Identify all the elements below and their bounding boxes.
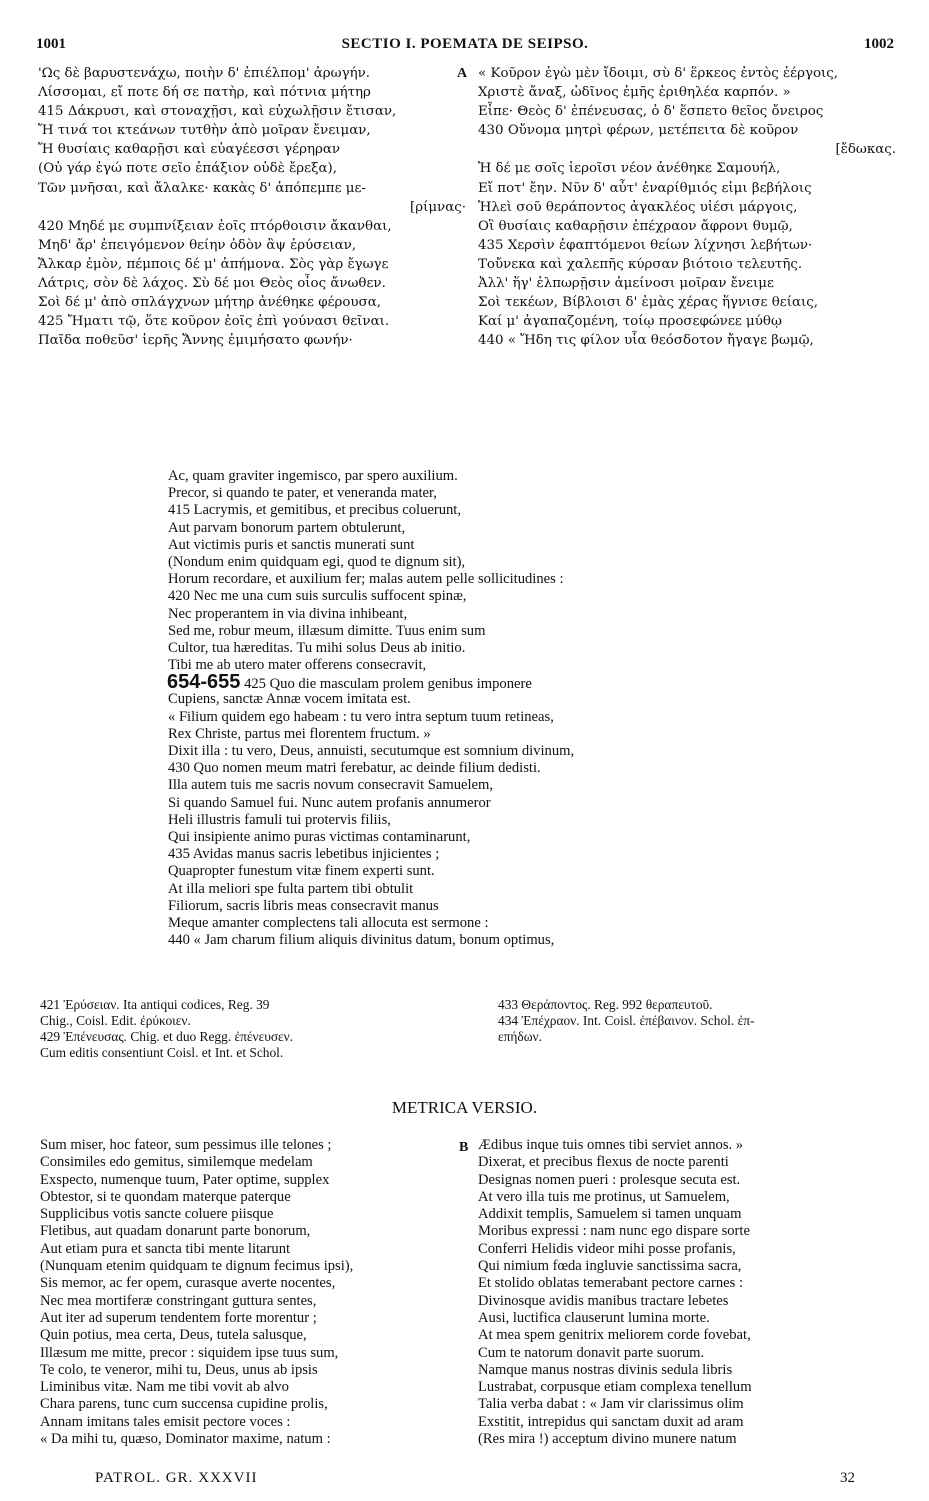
verse-line: Quin potius, mea certa, Deus, tutela salusque, [40,1327,307,1344]
verse-line: Designas nomen pueri : prolesque secuta est. [478,1171,741,1188]
greek-line: Τοὔνεκα καὶ χαλεπῆς κύρσαν βιότοιο τελευτῆς. [478,256,803,272]
latin-line: (Nondum enim quidquam egi, quod te dignum sit), [168,553,466,570]
footnote-line: 434 Ἐπέχραον. Int. Coisl. ἐπέβαινον. Schol. ἐπ- [498,1013,755,1028]
metrical-version-left [40,1137,460,1448]
greek-line: Εἴ ποτ' ἔην. Νῦν δ' αὖτ' ἐναρίθμιός εἰμι βεβήλοις [478,180,812,196]
greek-line: (Οὐ γάρ ἐγώ ποτε σεῖο ἐπάξιον οὐδὲ ἔρεξα), [38,161,337,177]
greek-line: Ἄλκαρ ἐμὸν, πέμποις δέ μ' ἀπήμονα. Σὸς γὰρ ἔγωγε [38,256,389,272]
verse-line: Cum te natorum donavit parte suorum. [478,1344,705,1361]
verse-line: Illæsum me mitte, precor : siquidem ipse tuus sum, [40,1344,339,1361]
latin-line: 420 Nec me una cum suis surculis suffocent spinæ, [168,588,467,605]
footnote-line: 421 Ἐρύσειαν. Ita antiqui codices, Reg. 39 [40,997,270,1012]
metrical-version-right [478,1137,898,1448]
latin-line: Aut victimis puris et sanctis munerati sunt [168,536,415,553]
footnote-line: επήδων. [498,1029,542,1044]
greek-line: « Κοῦρον ἐγὼ μὲν ἴδοιμι, σὺ δ' ἕρκεος ἐντὸς ἐέργοις, [478,66,839,81]
verse-line: Consimiles edo gemitus, similemque medelam [40,1154,313,1171]
greek-line: Οἳ θυσίαις καθαρῇσιν ἐπέχραον ἄφρονι θυμῷ, [478,218,793,234]
greek-line: Καί μ' ἀγαπαζομένη, τοίῳ προσεφώνεε μύθῳ [478,314,782,330]
footnotes-left [40,997,460,1061]
latin-line [167,671,768,694]
verse-line: Addixit templis, Samuelem si tamen unquam [478,1206,742,1223]
latin-line: Rex Christe, partus mei florentem fructum. » [168,725,431,742]
greek-line: 'Ως δὲ βαρυστενάχω, ποιὴν δ' ἐπιέλπομ' ἀρωγήν. [38,66,371,81]
verse-line: Aut etiam pura et sancta tibi mente litarunt [40,1240,291,1257]
verse-line: Liminibus vitæ. Nam me tibi vovit ab alvo [40,1379,289,1396]
latin-line: 435 Avidas manus sacris lebetibus injicientes ; [168,846,440,863]
verse-line: Chara parens, tunc cum succensa cupidine prolis, [40,1396,328,1413]
verse-line: At vero illa tuis me protinus, ut Samuelem, [478,1188,730,1205]
latin-line: Cupiens, sanctæ Annæ vocem imitata est. [168,691,411,708]
latin-line: 415 Lacrymis, et gemitibus, et precibus coluerunt, [168,502,462,519]
greek-line: Ἠλεὶ σοῦ θεράποντος ἀγακλέος υἱέσι μάργοις, [478,199,798,215]
metrica-versio-heading: METRICA VERSIO. [391,1098,538,1117]
verse-line: Ausi, luctifica clauserunt lumina morte. [478,1309,710,1326]
latin-line: Precor, si quando te pater, et veneranda mater, [168,485,437,502]
greek-line: [ρίμνας· [410,199,466,215]
greek-text-right-column [478,64,908,350]
verse-line: Fletibus, aut quadam donarunt parte bonorum, [40,1223,311,1240]
greek-line: 435 Χερσὶν ἐφαπτόμενοι θείων λίχνησι λεβήτων· [478,237,813,253]
footnote-line: Chig., Coisl. Edit. ἐρύκοιεν. [40,1013,191,1028]
latin-line: Tibi me ab utero mater offerens consecravit, [168,657,427,674]
verse-line: Sum miser, hoc fateor, sum pessimus ille telones ; [40,1137,332,1153]
latin-line: Meque amanter complectens tali allocuta est sermone : [168,914,489,931]
running-title: SECTIO I. POEMATA DE SEIPSO. [341,36,589,52]
latin-line: Quapropter funestum vitæ finem experti sunt. [168,863,435,880]
verse-line: Exstitit, intrepidus qui sanctam duxit ad aram [478,1413,744,1430]
latin-line: 430 Quo nomen meum matri ferebatur, ac deinde filium dedisti. [168,760,541,777]
greek-line: 415 Δάκρυσι, καὶ στοναχῇσι, καὶ εὐχωλῇσιν ἔτισαν, [38,104,397,120]
verse-line: Qui nimium fœda ingluvie sanctissima sacra, [478,1258,742,1275]
greek-line: Χριστὲ ἄναξ, ὠδῖνος ἐμῆς ἐριθηλέα καρπόν. » [478,85,791,101]
verse-line: Divinosque avidis manibus tractare lebetes [478,1292,729,1309]
greek-text-left-column [38,64,478,350]
verse-line: Te colo, te veneror, mihi tu, Deus, unus ab ipsis [40,1361,318,1378]
page-footer [95,1470,855,1490]
verse-line: At mea spem genitrix meliorem corde fovebat, [478,1327,751,1344]
verse-line: Obtestor, si te quondam materque paterque [40,1188,291,1205]
verse-line: (Nunquam etenim quidquam te dignum fecimus ipsi), [40,1258,354,1275]
verse-line: Namque manus nostras divinis sedula libris [478,1361,733,1378]
verse-line: Supplicibus votis sancte coluere piisque [40,1206,274,1223]
verse-line: Aut iter ad superum tendentem forte morentur ; [40,1309,317,1326]
latin-line: Horum recordare, et auxilium fer; malas autem pelle sollicitudines : [168,571,564,588]
greek-line: Ἤ θυσίαις καθαρῇσι καὶ εὐαγέεσσι γέρηραν [38,142,341,158]
column-number: 654-655 [167,671,241,694]
verse-line: Annam imitans tales emisit pectore voces : [40,1413,291,1430]
footnote-line: Cum editis consentiunt Coisl. et Int. et Schol. [40,1045,284,1060]
greek-line: Εἶπε· Θεὸς δ' ἐπένευσας, ὁ δ' ἕσπετο θεῖος ὄνειρος [478,104,824,120]
latin-line: Heli illustris famuli tui protervis filiis, [168,811,391,828]
greek-line: Μηδ' ἄρ' ἐπειγόμενον θείην ὁδὸν ἂψ ἐρύσειαν, [38,237,357,253]
verse-line: Nec mea mortiferæ constringant guttura sentes, [40,1292,317,1309]
verse-line: Sis memor, ac fer opem, curasque averte nocentes, [40,1275,336,1292]
verse-line: Et stolido oblatas temerabant pectore carnes : [478,1275,744,1292]
footnote-line: 429 Ἐπένευσας. Chig. et duo Regg. ἐπένευσεν. [40,1029,294,1044]
footer-volume: PATROL. GR. XXXVII [95,1470,258,1486]
greek-line: Λάτρις, σὸν δὲ λάχος. Σὺ δέ μοι Θεὸς οἶος ἄνωθεν. [38,276,386,292]
latin-line: Si quando Samuel fui. Nunc autem profanis annumeror [168,794,491,811]
greek-line: [ἔδωκας. [835,142,896,158]
latin-line: « Filium quidem ego habeam : tu vero intra septum tuum retineas, [168,708,554,725]
latin-line: At illa meliori spe fulta partem tibi obtulit [168,880,414,897]
verse-line: Conferri Helidis videor mihi posse profanis, [478,1240,736,1257]
verse-line: Lustrabat, corpusque etiam complexa tenellum [478,1379,752,1396]
latin-line: Ac, quam graviter ingemisco, par spero auxilium. [168,468,458,484]
footnote-line: 433 Θεράποντος. Reg. 992 θεραπευτοῦ. [498,997,713,1012]
verse-line: (Res mira !) acceptum divino munere natum [478,1431,737,1448]
latin-line: Cultor, tua hæreditas. Tu mihi solus Deus ab initio. [168,639,466,656]
footnotes-right [498,997,898,1045]
greek-line: Παῖδα ποθεῦσ' ἱερῆς Ἄννης ἐμιμήσατο φωνήν· [38,333,353,349]
latin-line: Filiorum, sacris libris meas consecravit manus [168,897,439,914]
latin-line: Nec properantem in via divina inhibeant, [168,605,408,622]
greek-line: Σοὶ δέ μ' ἀπὸ σπλάγχνων μήτηρ ἀνέθηκε φέρουσα, [38,295,382,311]
greek-line: Τῶν μνῆσαι, καὶ ἄλαλκε· κακὰς δ' ἀπόπεμπε με- [38,180,366,196]
latin-line: Qui insipiente animo puras victimas contaminarunt, [168,828,471,845]
verse-line: Exspecto, numenque tuum, Pater optime, supplex [40,1171,330,1188]
page-header [36,36,894,58]
latin-line: Aut parvam bonorum partem obtulerunt, [168,519,406,536]
greek-line: Λίσσομαι, εἴ ποτε δή σε πατὴρ, καὶ πότνια μήτηρ [38,85,371,101]
latin-line: 440 « Jam charum filium aliquis divinitus datum, bonum optimus, [168,932,555,949]
verse-line: « Da mihi tu, quæso, Dominator maxime, natum : [40,1431,331,1448]
footer-signature: 32 [840,1470,855,1486]
latin-translation [168,468,768,949]
greek-line: Σοὶ τεκέων, Βίβλοισι δ' ἐμὰς χέρας ἥγνισε θείαις, [478,295,818,311]
right-page-number: 1002 [864,36,894,52]
left-page-number: 1001 [36,36,66,52]
greek-line: 425 Ἤματι τῷ, ὅτε κοῦρον ἑοῖς ἐπὶ γούνασι θεῖναι. [38,314,390,330]
greek-line: 430 Οὔνομα μητρὶ φέρων, μετέπειτα δὲ κοῦρον [478,123,799,139]
latin-line: Illa autem tuis me sacris novum consecravit Samuelem, [168,777,494,794]
greek-line: 440 « Ἤδη τις φίλον υἷα θεόσδοτον ἤγαγε βωμῷ, [478,333,814,349]
verse-line: Moribus expressi : nam nunc ego dispare sorte [478,1223,750,1240]
verse-line: Talia verba dabat : « Jam vir clarissimus olim [478,1396,744,1413]
line-text: 425 Quo die masculam prolem genibus imponere [244,676,532,693]
margin-mark-a: A [457,66,468,81]
verse-line: Ædibus inque tuis omnes tibi serviet annos. » [478,1137,744,1153]
verse-line: Dixerat, et precibus flexus de nocte parenti [478,1154,729,1171]
greek-line: Ἡ δέ με σοῖς ἱεροῖσι νέον ἀνέθηκε Σαμουήλ, [478,161,781,177]
greek-line: 420 Μηδέ με συμπνίξειαν ἑοῖς πτόρθοισιν ἄκανθαι, [38,218,392,234]
latin-line: Sed me, robur meum, illæsum dimitte. Tuus enim sum [168,622,486,639]
greek-line: Ἀλλ' ἥγ' ἐλπωρῇσιν ἀμείνοσι μοῖραν ἔνειμε [478,276,774,292]
latin-line: Dixit illa : tu vero, Deus, annuisti, secutumque est somnium divinum, [168,743,575,759]
margin-mark-b: B [459,1140,469,1155]
greek-line: Ἤ τινά τοι κτεάνων τυτθὴν ἀπὸ μοῖραν ἔνειμαν, [38,123,371,139]
